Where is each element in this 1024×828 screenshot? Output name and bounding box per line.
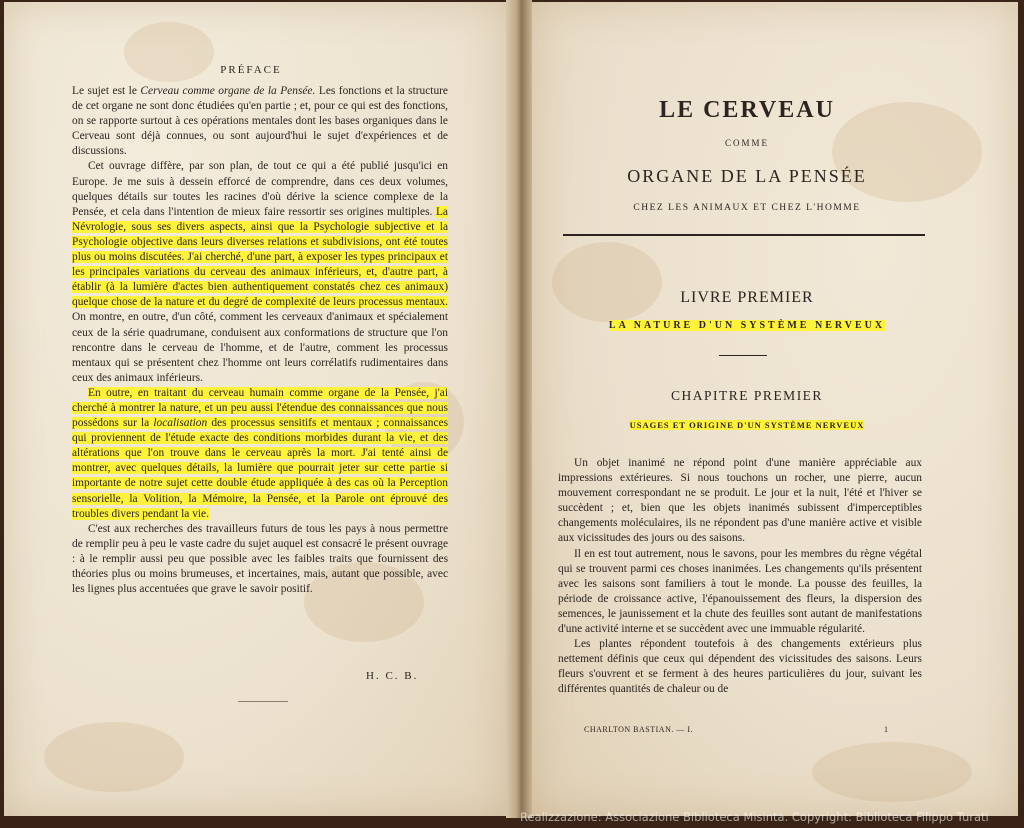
preface-p2-continued: On montre, en outre, d'un côté, comment les cerveaux d'animaux et spécialement ceux de la série quadrumane, conduisent aux conformations de structure que l'on rencontre dans le cerveau de l'homme, et de l'autre, comment les processus mentaux qui se présentent chez l'homme ont leurs corrélatifs rudimentaires dans ceux des animaux inférieurs. [72, 311, 448, 384]
preface-paragraph-4: C'est aux recherches des travailleurs futurs de tous les pays à nous permettre de remplir peu à peu le vaste cadre du sujet auquel est consacré le présent ouvrage : à le remplir aussi peu que possible avec les faibles traits que fournissent des théories plus ou moins brumeuses, et incertaines, mais, autant que possible, avec les lignes plus accentuées que grave le savoir positif. [72, 522, 448, 596]
page-number: 1 [884, 725, 888, 734]
chapter-subheading-wrap [532, 420, 962, 430]
preface-p1-start: Le sujet est le [72, 85, 137, 97]
chapter-body [558, 456, 922, 698]
copyright-watermark: Realizzazione: Associazione Biblioteca Misinta. Copyright: Biblioteca Filippo Turati [520, 810, 989, 824]
chapter-heading: CHAPITRE PREMIER [671, 388, 823, 403]
highlighted-text [72, 387, 448, 520]
preface-paragraph-1 [72, 84, 448, 159]
highlighted-text: La Névrologie, sous ses divers aspects, ainsi que la Psychologie subjective et la Psychologie objective dans leurs diverses relations et subdivisions, ont été toutes plus ou moins discutées. J'ai cherché, d'une part, à exposer les types principaux et les principales variations du cerveau des animaux inférieurs, et, d'autre part, à établir (à la lumière d'actes bien authentiquement constatés chez ces animaux) quelque chose de la nature et du degré de complexité de leurs processus mentaux. [72, 205, 448, 309]
book-subtitle-secondary: CHEZ LES ANIMAUX ET CHEZ L'HOMME [633, 203, 861, 213]
divider-rule [719, 355, 767, 356]
preface-paragraph-3 [72, 386, 448, 522]
title-divider [563, 234, 925, 236]
paper-stain [812, 742, 972, 802]
preface-p1-italic: Cerveau comme organe de la Pensée. [140, 85, 316, 97]
page-footer-signature: CHARLTON BASTIAN. — I. [584, 725, 694, 734]
book-part-subheading: LA NATURE D'UN SYSTÈME NERVEUX [608, 320, 886, 331]
paper-stain [552, 242, 662, 322]
preface-signature: H. C. B. [366, 670, 419, 682]
preface-heading: PRÉFACE [220, 64, 282, 76]
preface-p1-rest: Les fonctions et la structure de cet organe ne sont donc étudiées qu'en partie ; et, pour ce qui est des fonctions, on se rapporte surtout à ces opérations mentales dont les bases organiques dans le Cerveau sont déjà connues, ou sont aujourd'hui le sujet d'expériences et de discussions. [72, 85, 448, 158]
title-connector: COMME [724, 138, 769, 148]
preface-p2-text: Cet ouvrage diffère, par son plan, de tout ce qui a été publié jusqu'ici en Europe. Je me suis à dessein efforcé de comprendre, dans ces deux volumes, quelques détails sur toutes les racines d'où dérive la science complexe de la Pensée, et cela dans l'intention de mieux faire ressortir ses origines multiples. [72, 160, 448, 218]
preface-p3-italic: localisation [153, 417, 208, 430]
chapter-paragraph: Il en est tout autrement, nous le savons, pour les membres du règne végétal qui se trouvent parmi ces choses inanimées. Les changements qu'ils présentent avec les saisons sont familiers à tout le monde. La pousse des feuilles, la période de croissance active, l'épanouissement des fleurs, la dispersion des semences, le jaunissement et la chute des feuilles sont autant de manifestations d'une activité interne et se succèdent avec une immuable régularité. [558, 547, 922, 636]
book-subtitle: ORGANE DE LA PENSÉE [627, 166, 867, 186]
chapter-paragraph: Un objet inanimé ne répond point d'une manière appréciable aux impressions extérieures. Si nous touchons un rocher, une pierre, aucun mouvement correspondant ne se produit. Le jour et la nuit, l'été et l'hiver se succèdent ; et, bien que les objets inanimés subissent d'imperceptibles changements moléculaires, ils ne répondent pas d'une manière active et visible aux vicissitudes des jours ou des saisons. [558, 457, 922, 545]
book-part-heading: LIVRE PREMIER [680, 289, 814, 306]
book-title: LE CERVEAU [659, 97, 835, 123]
paper-stain [44, 722, 184, 792]
chapter-paragraph: Les plantes répondent toutefois à des changements extérieurs plus nettement définis que ceux qui dépendent des vicissitudes des saisons. Leurs fleurs s'ouvrent et se ferment à des heures particulières du jour, suivant les différentes quantités de chaleur ou de [558, 638, 922, 696]
divider-rule [238, 701, 288, 702]
book-gutter [506, 0, 532, 818]
book-part-subheading-wrap [532, 320, 962, 331]
preface-p3-rest: des processus sensitifs et mentaux ; connaissances qui proviennent de l'étude exacte des conditions morbides durant la vie, et des altérations que l'on trouve dans le cerveau après la mort. J'ai tenté ainsi de montrer, avec quelques détails, la lumière que pourrait jeter sur cette partie si importante de notre sujet cette double étude appliquée à des cas où la Perception sensorielle, la Volition, la Mémoire, la Pensée, et la Parole ont éprouvé des troubles divers pendant la vie. [72, 417, 449, 520]
preface-p3-text: En outre, en traitant du cerveau humain comme organe de la Pensée, j'ai cherché à montrer la nature, et un peu aussi l'étendue des connaissances que nous possédons sur la [72, 386, 448, 430]
chapter-subheading: USAGES ET ORIGINE D'UN SYSTÈME NERVEUX [629, 420, 865, 430]
preface-body [72, 84, 448, 597]
preface-paragraph-2 [72, 159, 448, 385]
